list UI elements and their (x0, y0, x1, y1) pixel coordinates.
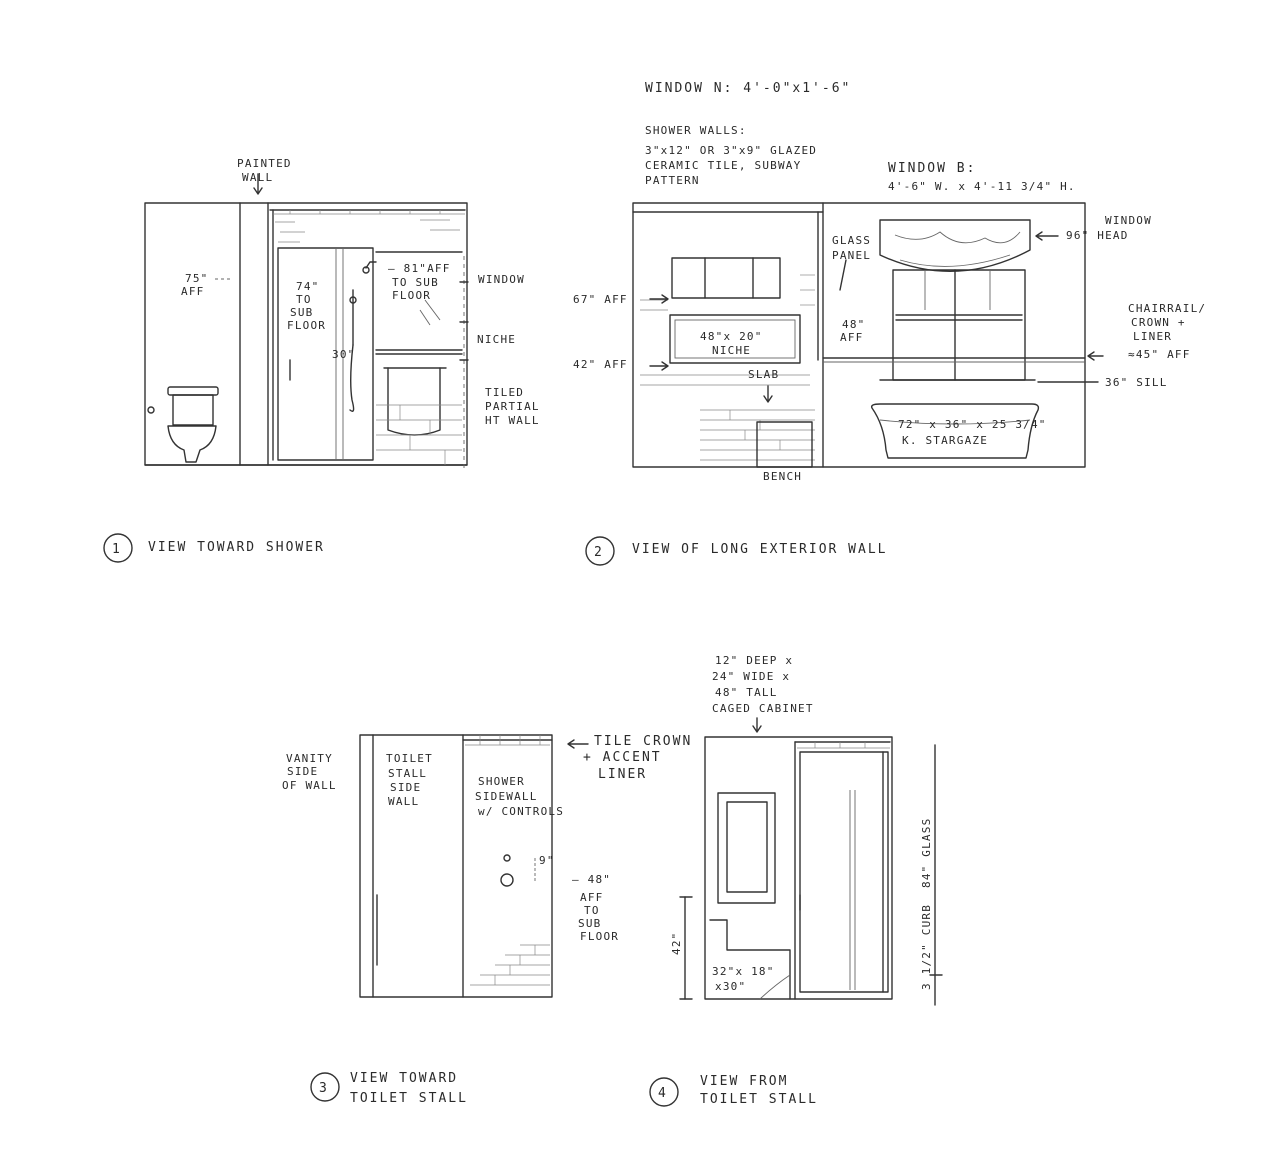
tiled-partial-label-2: PARTIAL (485, 400, 540, 413)
niche-label: NICHE (477, 333, 517, 346)
window-label: WINDOW (478, 273, 525, 286)
tiled-partial-label-1: TILED (485, 386, 525, 399)
view-4-title-1: VIEW FROM (700, 1074, 789, 1089)
aff48-v3-label-3: TO (584, 904, 600, 917)
sub-floor74-label-1: 74" (296, 280, 320, 293)
window-b-label-2: 4'-6" W. x 4'-11 3/4" H. (888, 180, 1076, 193)
shower-valve-icon (504, 855, 510, 861)
tile-crown-band (273, 210, 465, 242)
view-2-title: VIEW OF LONG EXTERIOR WALL (632, 542, 888, 557)
shower-sidewall-label-1: SHOWER (478, 775, 525, 788)
aff48-v3-label-1: — 48" (572, 873, 612, 886)
dim30-label: 30" (332, 348, 356, 361)
shower-sidewall-label-2: SIDEWALL (475, 790, 538, 803)
chair-rail-label-2: CROWN + (1131, 316, 1186, 329)
window-n-label: WINDOW N: 4'-0"x1'-6" (645, 81, 852, 96)
glass84-label: 84" GLASS (920, 817, 933, 888)
glass-panel-label-2: PANEL (832, 249, 872, 262)
aff75-label-1: 75" (185, 272, 209, 285)
vanity-side-label-1: VANITY (286, 752, 333, 765)
dim9-label: 9" (539, 854, 555, 867)
bench-label: BENCH (763, 470, 803, 483)
view-3-stepped-tile (470, 945, 550, 985)
view-3-title-1: VIEW TOWARD (350, 1071, 459, 1086)
toilet-stall-side-label-2: STALL (388, 767, 428, 780)
vanity-side-label-3: OF WALL (282, 779, 337, 792)
view-3-number: 3 (319, 1081, 329, 1096)
painted-wall-label-2: WALL (242, 171, 274, 184)
chair-rail-label-4: ≈45" AFF (1128, 348, 1191, 361)
aff48-label-2: AFF (840, 331, 864, 344)
dim42-label: 42" (670, 931, 683, 955)
sill36-label: 36" SILL (1105, 376, 1168, 389)
cabinet-label-2: 24" WIDE x (712, 670, 791, 683)
niche-dim-label-1: 48"x 20" (700, 330, 763, 343)
shower-walls-label-2: 3"x12" OR 3"x9" GLAZED (645, 144, 818, 157)
view-1-toward-shower (104, 174, 468, 562)
window-b (893, 270, 1025, 380)
bench-dim-label-2: x30" (715, 980, 747, 993)
tile-crown-label-2: + ACCENT (583, 750, 662, 765)
window-head-label-2: 96" HEAD (1066, 229, 1129, 242)
aff48-v3-label-2: AFF (580, 891, 604, 904)
chair-rail-label-1: CHAIRRAIL/ (1128, 302, 1207, 315)
tile-crown-label-1: TILE CROWN (594, 734, 693, 749)
tub-label-1: 72" x 36" x 25 3/4" (898, 418, 1047, 431)
chair-rail-label-3: LINER (1133, 330, 1173, 343)
shower-glass-door (278, 248, 373, 460)
sub-floor74-label-3: SUB (290, 306, 314, 319)
view-4-glass-door (800, 752, 888, 992)
view-4-outline (705, 737, 892, 999)
painted-wall-label-1: PAINTED (237, 157, 292, 170)
view-1-text (112, 157, 540, 557)
window-b-label-1: WINDOW B: (888, 161, 977, 176)
tiled-partial-label-3: HT WALL (485, 414, 540, 427)
tiled-partial-wall (376, 405, 462, 465)
view-4-from-toilet-stall (650, 718, 942, 1106)
aff42-label: 42" AFF (573, 358, 628, 371)
curb-label: 3 1/2" CURB (920, 903, 933, 990)
view-2-number: 2 (594, 545, 604, 560)
toilet-stall-side-label-1: TOILET (386, 752, 433, 765)
view-4-number: 4 (658, 1086, 668, 1101)
aff48-v3-label-5: FLOOR (580, 930, 620, 943)
toilet-icon (168, 387, 218, 462)
aff48-v3-label-4: SUB (578, 917, 602, 930)
aff67-label: 67" AFF (573, 293, 628, 306)
shower-control-icon (501, 874, 513, 886)
niche-dim-label-2: NICHE (712, 344, 752, 357)
aff48-label-1: 48" (842, 318, 866, 331)
sub-floor74-label-2: TO (296, 293, 312, 306)
toilet-stall-side-label-3: SIDE (390, 781, 422, 794)
view-1-number: 1 (112, 542, 122, 557)
view-3-title-2: TOILET STALL (350, 1091, 468, 1106)
tub-label-2: K. STARGAZE (902, 434, 989, 447)
view-3-text (282, 734, 692, 1106)
slab-label: SLAB (748, 368, 780, 381)
view-4-title-2: TOILET STALL (700, 1092, 818, 1107)
aff81-label-1: — 81"AFF (388, 262, 451, 275)
bench-dim-label-1: 32"x 18" (712, 965, 775, 978)
cabinet-label-3: 48" TALL (715, 686, 778, 699)
vanity-side-label-2: SIDE (287, 765, 319, 778)
window-n (672, 258, 780, 298)
shower-sidewall-label-3: w/ CONTROLS (478, 805, 565, 818)
toilet-stall-side-label-4: WALL (388, 795, 420, 808)
view-4-tile-crown (797, 742, 890, 748)
window-valance (880, 220, 1030, 271)
towel (388, 368, 440, 435)
aff81-label-3: FLOOR (392, 289, 432, 302)
bathtub (872, 404, 1039, 458)
view-3-toward-toilet-stall (311, 735, 588, 1101)
view-1-title: VIEW TOWARD SHOWER (148, 540, 325, 555)
aff81-label-2: TO SUB (392, 276, 439, 289)
cabinet-label-1: 12" DEEP x (715, 654, 794, 667)
shower-walls-label-3: CERAMIC TILE, SUBWAY (645, 159, 802, 172)
window-head-label-1: WINDOW (1105, 214, 1152, 227)
sub-floor74-label-4: FLOOR (287, 319, 327, 332)
cabinet-label-4: CAGED CABINET (712, 702, 814, 715)
tile-crown-label-3: LINER (598, 767, 648, 782)
glass-panel-label-1: GLASS (832, 234, 872, 247)
shower-walls-label-1: SHOWER WALLS: (645, 124, 747, 137)
shower-walls-label-4: PATTERN (645, 174, 700, 187)
aff75-label-2: AFF (181, 285, 205, 298)
view-2-text (573, 81, 1206, 560)
